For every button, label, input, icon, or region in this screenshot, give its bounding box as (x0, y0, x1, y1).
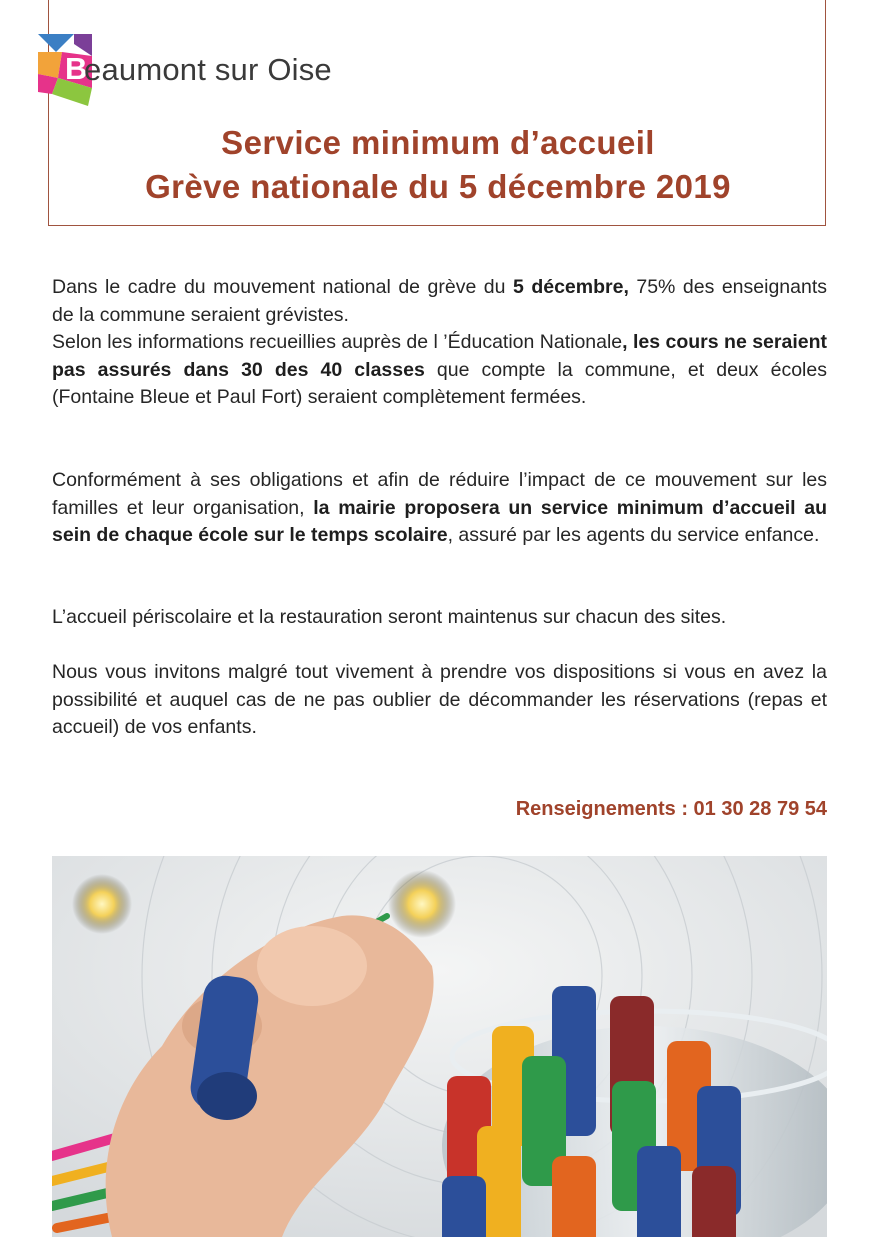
paragraph-4: L’accueil périscolaire et la restauration seront maintenus sur chacun des sites. (52, 606, 727, 628)
p3-bold: la mairie proposera un service minimum d’accueil au sein de chaque école sur le temps scolaire (52, 496, 827, 546)
page-title-line1: Service minimum d’accueil (221, 124, 655, 161)
p1-text-c: 75% des enseignants de la commune seraient grévistes. (52, 276, 827, 326)
child-crayon-photo-icon (52, 856, 827, 1237)
logo-name: eaumont sur Oise (84, 52, 332, 87)
p3-text-c: , assuré par les agents du service enfance. (447, 524, 820, 546)
p2-text-a: Selon les informations recueillies auprès de l ’Éducation Nationale (52, 331, 623, 353)
paragraph-5: Nous vous invitons malgré tout vivement à prendre vos dispositions si vous en avez la possibilité et auquel cas de ne pas oublier de décommander les réservations (repas et accueil) de vos enfants. (52, 661, 827, 738)
photo-crayons (52, 856, 827, 1237)
paragraph-3 (52, 467, 827, 550)
contact-info: Renseignements : 01 30 28 79 54 (515, 798, 827, 820)
logo-letter: B (65, 51, 88, 86)
p2-bold: , les cours ne seraient pas assurés dans 30 des 40 classes (52, 331, 828, 381)
p2-text-c: que compte la commune, et deux écoles (Fontaine Bleue et Paul Fort) seraient complètement fermées. (52, 358, 827, 408)
p1-text-a: Dans le cadre du mouvement national de grève du (52, 276, 513, 298)
p3-text-a: Conformément à ses obligations et afin de réduire l’impact de ce mouvement sur les familles et leur organisation, (52, 469, 827, 519)
paragraph-1 (52, 274, 827, 412)
page-title-line2: Grève nationale du 5 décembre 2019 (145, 168, 731, 205)
p1-bold: 5 décembre, (512, 276, 629, 298)
